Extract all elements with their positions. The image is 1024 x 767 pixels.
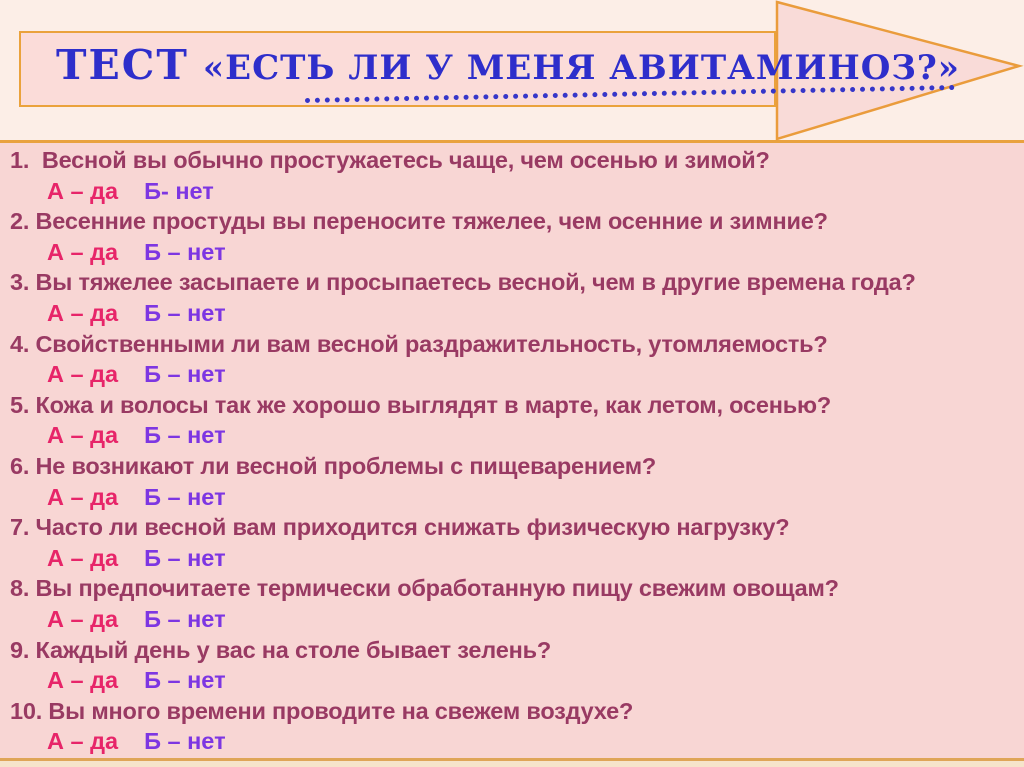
question-item [0,145,1024,206]
answer-line [0,604,1024,635]
answer-line [0,726,1024,757]
question-item [0,635,1024,696]
title-subtitle: «ЕСТЬ ЛИ У МЕНЯ АВИТАМИНОЗ?» [202,48,961,88]
answer-option-a: А – да [47,238,119,265]
slide-title [56,41,961,89]
answer-line [0,420,1024,451]
question-text: 6. Не возникают ли весной проблемы с пищеварением? [10,452,657,479]
question-text: 5. Кожа и волосы так же хорошо выглядят в марте, как летом, осенью? [10,391,831,418]
answer-option-b: Б – нет [144,605,226,632]
answer-line [0,298,1024,329]
answer-line [0,359,1024,390]
answer-option-b: Б – нет [144,361,226,388]
answer-option-a: А – да [47,177,119,204]
question-item [0,512,1024,573]
question-item [0,206,1024,267]
question-item [0,573,1024,634]
question-item [0,451,1024,512]
question-item [0,696,1024,757]
question-text: 9. Каждый день у вас на столе бывает зелень? [10,636,551,663]
answer-line [0,237,1024,268]
answer-option-b: Б – нет [144,728,226,755]
answer-option-a: А – да [47,361,119,388]
answer-option-b: Б – нет [144,544,226,571]
answer-option-b: Б – нет [144,299,226,326]
question-item [0,390,1024,451]
answer-option-a: А – да [47,728,119,755]
question-item [0,267,1024,328]
question-text: 3. Вы тяжелее засыпаете и просыпаетесь весной, чем в другие времена года? [10,269,916,296]
answer-option-b: Б – нет [144,667,226,694]
answer-option-a: А – да [47,483,119,510]
question-text: 7. Часто ли весной вам приходится снижать физическую нагрузку? [10,514,790,541]
slide-header [0,0,1024,143]
answer-option-b: Б- нет [144,177,214,204]
answer-option-a: А – да [47,544,119,571]
answer-line [0,482,1024,513]
question-text: 4. Свойственными ли вам весной раздражительность, утомляемость? [10,330,828,357]
question-item [0,329,1024,390]
answer-option-a: А – да [47,605,119,632]
question-text: 8. Вы предпочитаете термически обработанную пищу свежим овощам? [10,575,839,602]
question-list [0,143,1024,757]
answer-option-a: А – да [47,422,119,449]
answer-line [0,543,1024,574]
question-text: 1. Весной вы обычно простужаетесь чаще, чем осенью и зимой? [10,147,770,173]
question-text: 2. Весенние простуды вы переносите тяжелее, чем осенние и зимние? [10,208,828,235]
answer-option-b: Б – нет [144,483,226,510]
question-text: 10. Вы много времени проводите на свежем воздухе? [10,697,634,724]
title-word: ТЕСТ [56,41,189,89]
answer-option-b: Б – нет [144,422,226,449]
answer-line [0,665,1024,696]
answer-option-a: А – да [47,667,119,694]
answer-option-a: А – да [47,299,119,326]
answer-option-b: Б – нет [144,238,226,265]
bottom-margin-strip [0,761,1024,767]
answer-line [0,176,1024,207]
